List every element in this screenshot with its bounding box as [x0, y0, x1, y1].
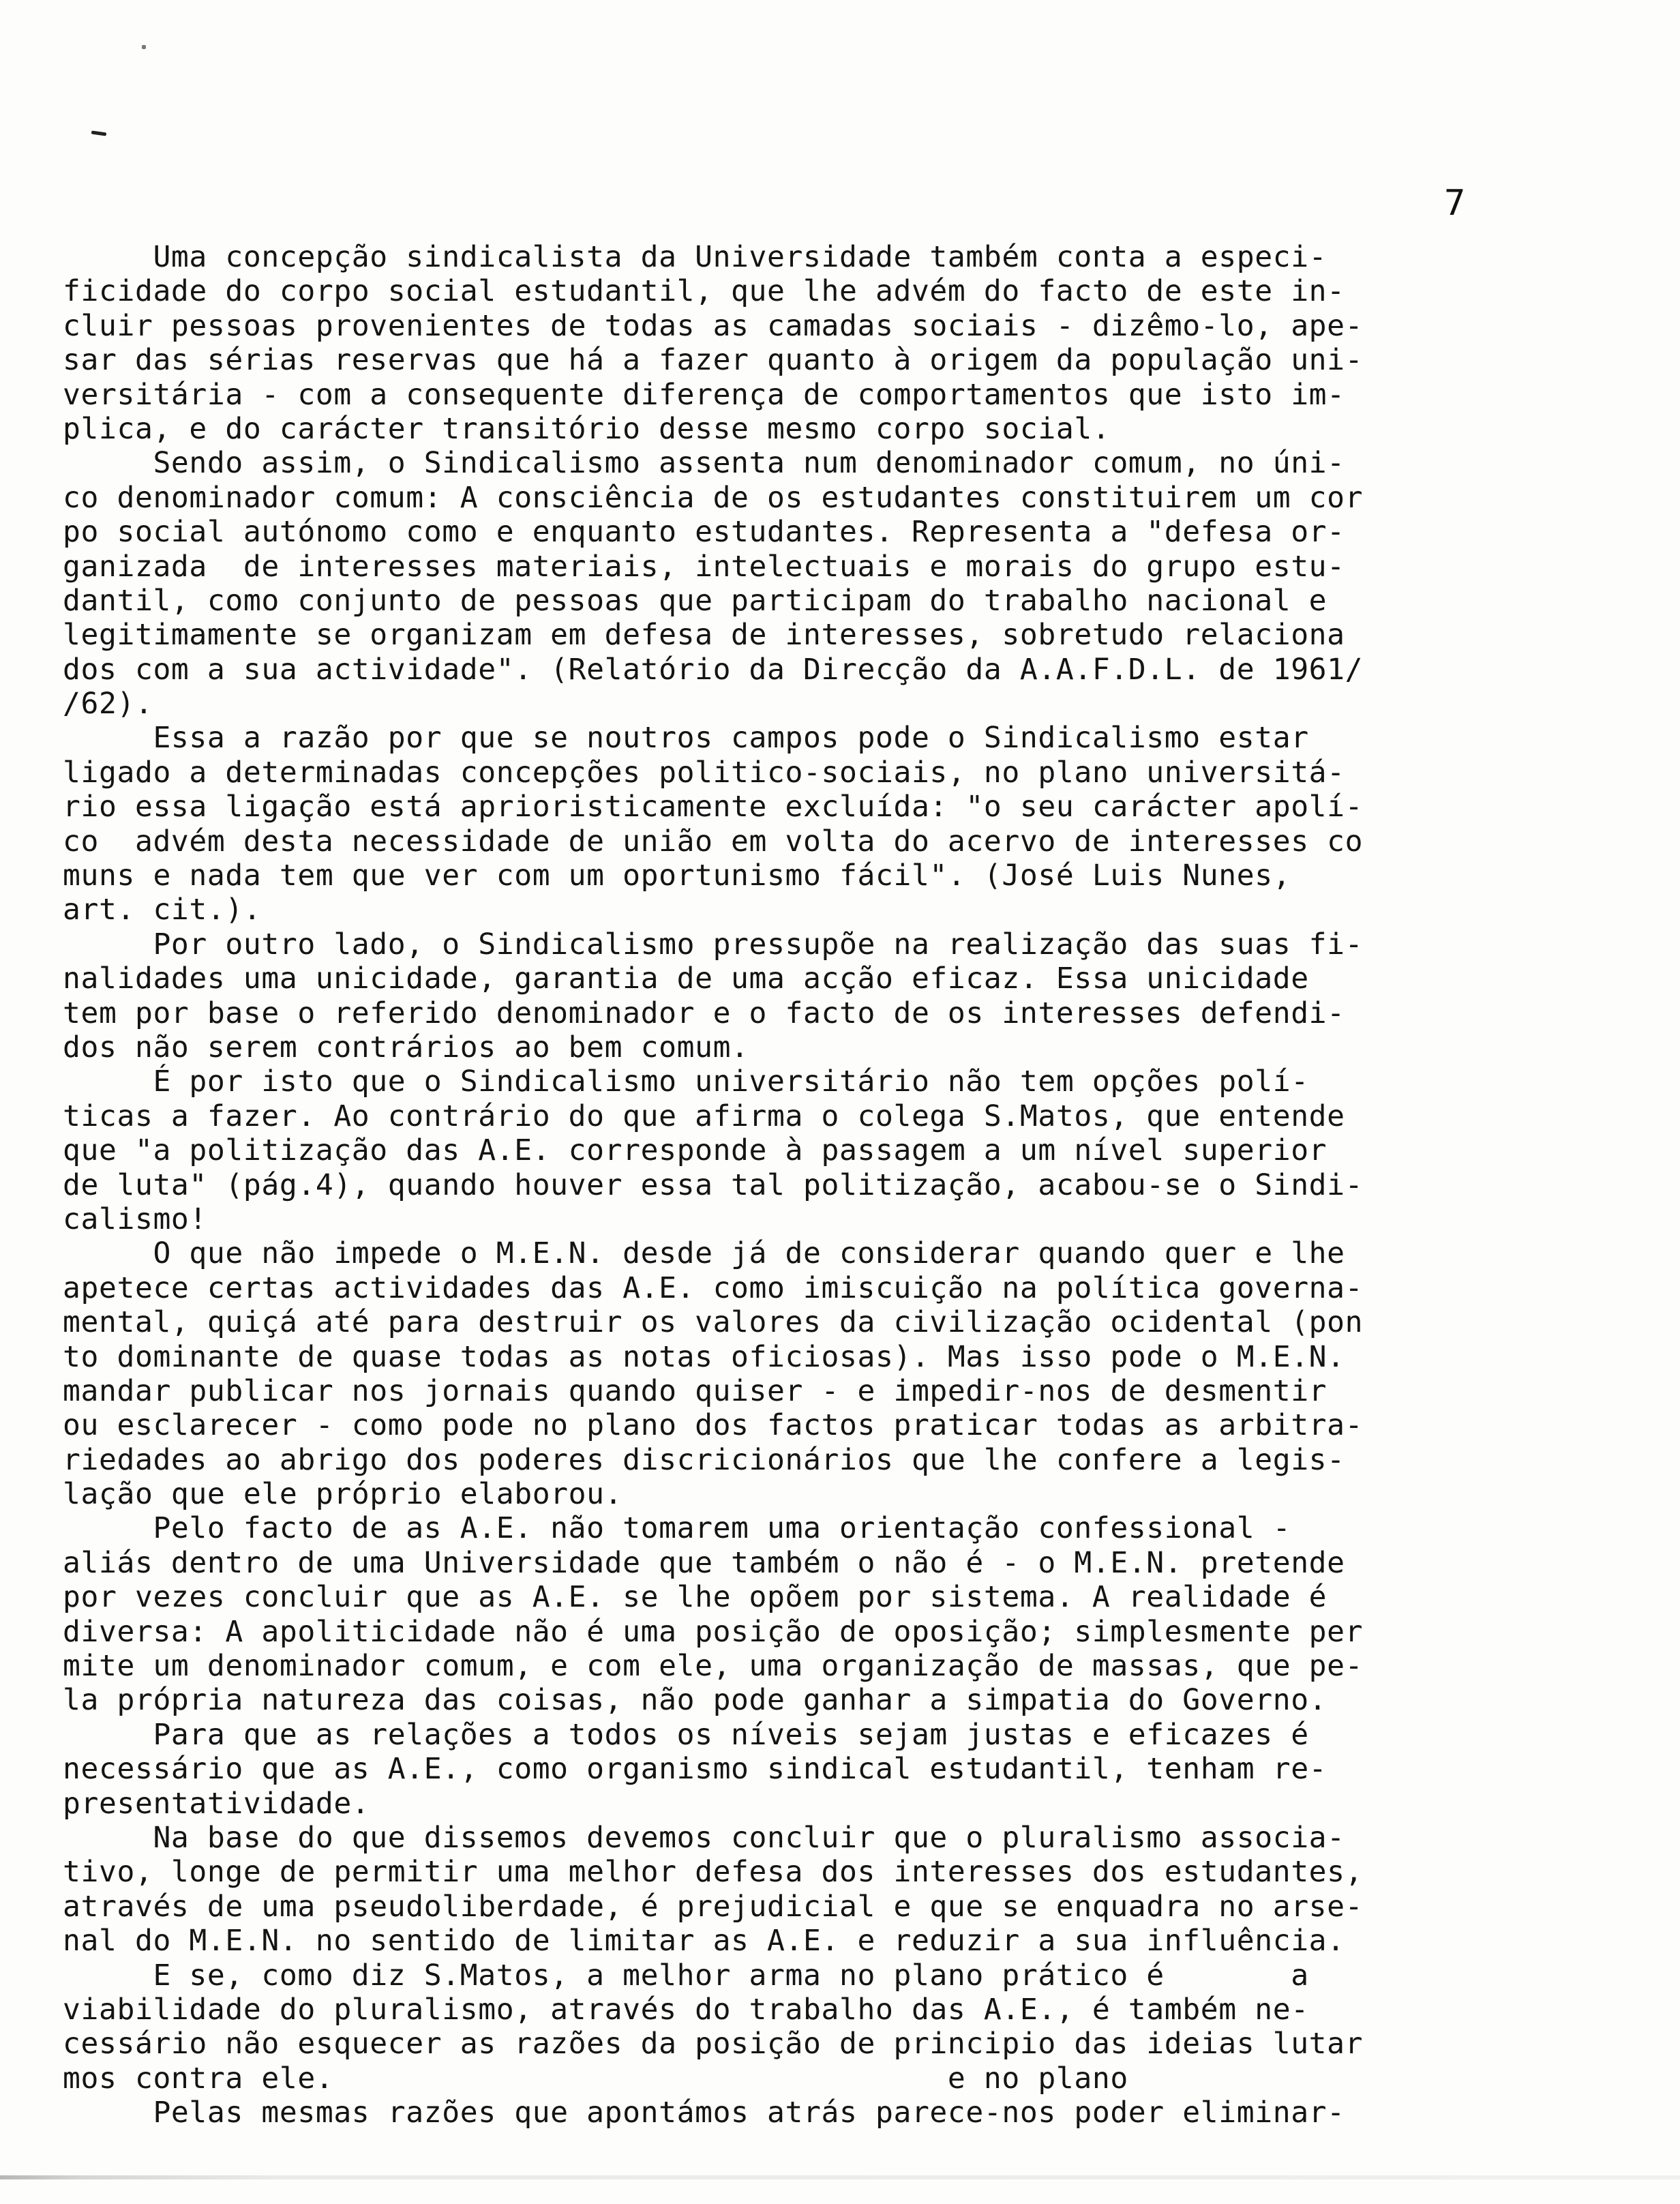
page-number: 7	[1444, 183, 1466, 224]
text-line: Pelo facto de as A.E. não tomarem uma orientação confessional -	[63, 1511, 1291, 1546]
text-line: mite um denominador comum, e com ele, uma organização de massas, que pe-	[63, 1649, 1364, 1684]
text-line: dos não serem contrários ao bem comum.	[63, 1030, 749, 1064]
text-line: nal do M.E.N. no sentido de limitar as A.E. e reduzir a sua influência.	[63, 1924, 1345, 1959]
stray-mark	[91, 130, 106, 136]
text-line: tem por base o referido denominador e o facto de os interesses defendi-	[63, 996, 1345, 1030]
text-line: Essa a razão por que se noutros campos pode o Sindicalismo estar	[63, 721, 1309, 756]
text-line: mandar publicar nos jornais quando quiser - e impedir-nos de desmentir	[63, 1373, 1328, 1408]
text-line: mental, quiçá até para destruir os valores da civilização ocidental (pon	[63, 1305, 1364, 1340]
text-line: legitimamente se organizam em defesa de interesses, sobretudo relaciona	[63, 618, 1345, 653]
text-line: riedades ao abrigo dos poderes discricionários que lhe confere a legis-	[63, 1442, 1345, 1477]
text-line: art. cit.).	[63, 893, 262, 927]
text-line: co denominador comum: A consciência de os estudantes constituirem um cor	[63, 480, 1364, 515]
text-line: Uma concepção sindicalista da Universidade também conta a especi-	[63, 240, 1328, 274]
text-line: necessário que as A.E., como organismo sindical estudantil, tenham re-	[63, 1752, 1328, 1787]
text-line: ou esclarecer - como pode no plano dos factos praticar todas as arbitra-	[63, 1408, 1364, 1443]
text-line: que "a politização das A.E. corresponde à passagem a um nível superior	[63, 1133, 1328, 1168]
text-line: ligado a determinadas concepções politico-sociais, no plano universitá-	[63, 755, 1345, 790]
text-line: muns e nada tem que ver com um oportunismo fácil". (José Luis Nunes,	[63, 859, 1291, 893]
text-line: Pelas mesmas razões que apontámos atrás parece-nos poder eliminar-	[63, 2096, 1345, 2130]
text-line: aliás dentro de uma Universidade que também o não é - o M.E.N. pretende	[63, 1545, 1345, 1580]
text-line: É por isto que o Sindicalismo universitário não tem opções polí-	[63, 1064, 1309, 1099]
text-line: la própria natureza das coisas, não pode ganhar a simpatia do Governo.	[63, 1683, 1328, 1718]
text-line: Na base do que dissemos devemos concluir que o pluralismo associa-	[63, 1820, 1345, 1855]
text-line: Para que as relações a todos os níveis sejam justas e eficazes é	[63, 1717, 1309, 1752]
text-line: Sendo assim, o Sindicalismo assenta num denominador comum, no úni-	[63, 446, 1345, 481]
text-line: ticas a fazer. Ao contrário do que afirma o colega S.Matos, que entende	[63, 1099, 1345, 1133]
text-line: to dominante de quase todas as notas oficiosas). Mas isso pode o M.E.N.	[63, 1339, 1345, 1374]
text-line: nalidades uma unicidade, garantia de uma acção eficaz. Essa unicidade	[63, 962, 1309, 996]
text-line: plica, e do carácter transitório desse mesmo corpo social.	[63, 411, 1111, 446]
text-line: Por outro lado, o Sindicalismo pressupõe na realização das suas fi-	[63, 927, 1364, 962]
text-line: dantil, como conjunto de pessoas que participam do trabalho nacional e	[63, 583, 1328, 618]
text-line: lação que ele próprio elaborou.	[63, 1477, 623, 1512]
stray-mark	[142, 45, 146, 49]
text-line: ganizada de interesses materiais, intelectuais e morais do grupo estu-	[63, 549, 1345, 584]
text-line: tivo, longe de permitir uma melhor defesa dos interesses dos estudantes,	[63, 1855, 1364, 1890]
text-line: cessário não esquecer as razões da posição de principio das ideias lutar	[63, 2027, 1364, 2061]
text-line: O que não impede o M.E.N. desde já de considerar quando quer e lhe	[63, 1236, 1345, 1271]
text-line: presentatividade.	[63, 1786, 370, 1821]
text-line: dos com a sua actividade". (Relatório da Direcção da A.A.F.D.L. de 1961/	[63, 652, 1364, 687]
text-line: sar das sérias reservas que há a fazer quanto à origem da população uni-	[63, 343, 1364, 378]
text-line: po social autónomo como e enquanto estudantes. Representa a "defesa or-	[63, 515, 1345, 550]
text-line: mos contra ele. e no plano	[63, 2061, 1128, 2096]
text-line: E se, como diz S.Matos, a melhor arma no plano prático é a	[63, 1958, 1309, 1993]
text-line: co advém desta necessidade de união em volta do acervo de interesses co	[63, 824, 1364, 859]
text-line: ficidade do corpo social estudantil, que lhe advém do facto de este in-	[63, 274, 1345, 309]
text-line: viabilidade do pluralismo, através do trabalho das A.E., é também ne-	[63, 1992, 1309, 2027]
text-line: através de uma pseudoliberdade, é prejudicial e que se enquadra no arse-	[63, 1889, 1364, 1924]
body-text	[63, 240, 1624, 2130]
text-line: calismo!	[63, 1202, 207, 1236]
scan-edge	[0, 2175, 1680, 2179]
text-line: /62).	[63, 687, 153, 721]
text-line: diversa: A apoliticidade não é uma posição de oposição; simplesmente per	[63, 1614, 1364, 1649]
text-line: versitária - com a consequente diferença de comportamentos que isto im-	[63, 377, 1345, 412]
text-line: por vezes concluir que as A.E. se lhe opõem por sistema. A realidade é	[63, 1580, 1328, 1615]
text-line: cluir pessoas provenientes de todas as camadas sociais - dizêmo-lo, ape-	[63, 308, 1364, 343]
text-line: de luta" (pág.4), quando houver essa tal politização, acabou-se o Sindi-	[63, 1167, 1364, 1202]
text-line: apetece certas actividades das A.E. como imiscuição na política governa-	[63, 1270, 1364, 1305]
text-line: rio essa ligação está aprioristicamente excluída: "o seu carácter apolí-	[63, 790, 1364, 824]
